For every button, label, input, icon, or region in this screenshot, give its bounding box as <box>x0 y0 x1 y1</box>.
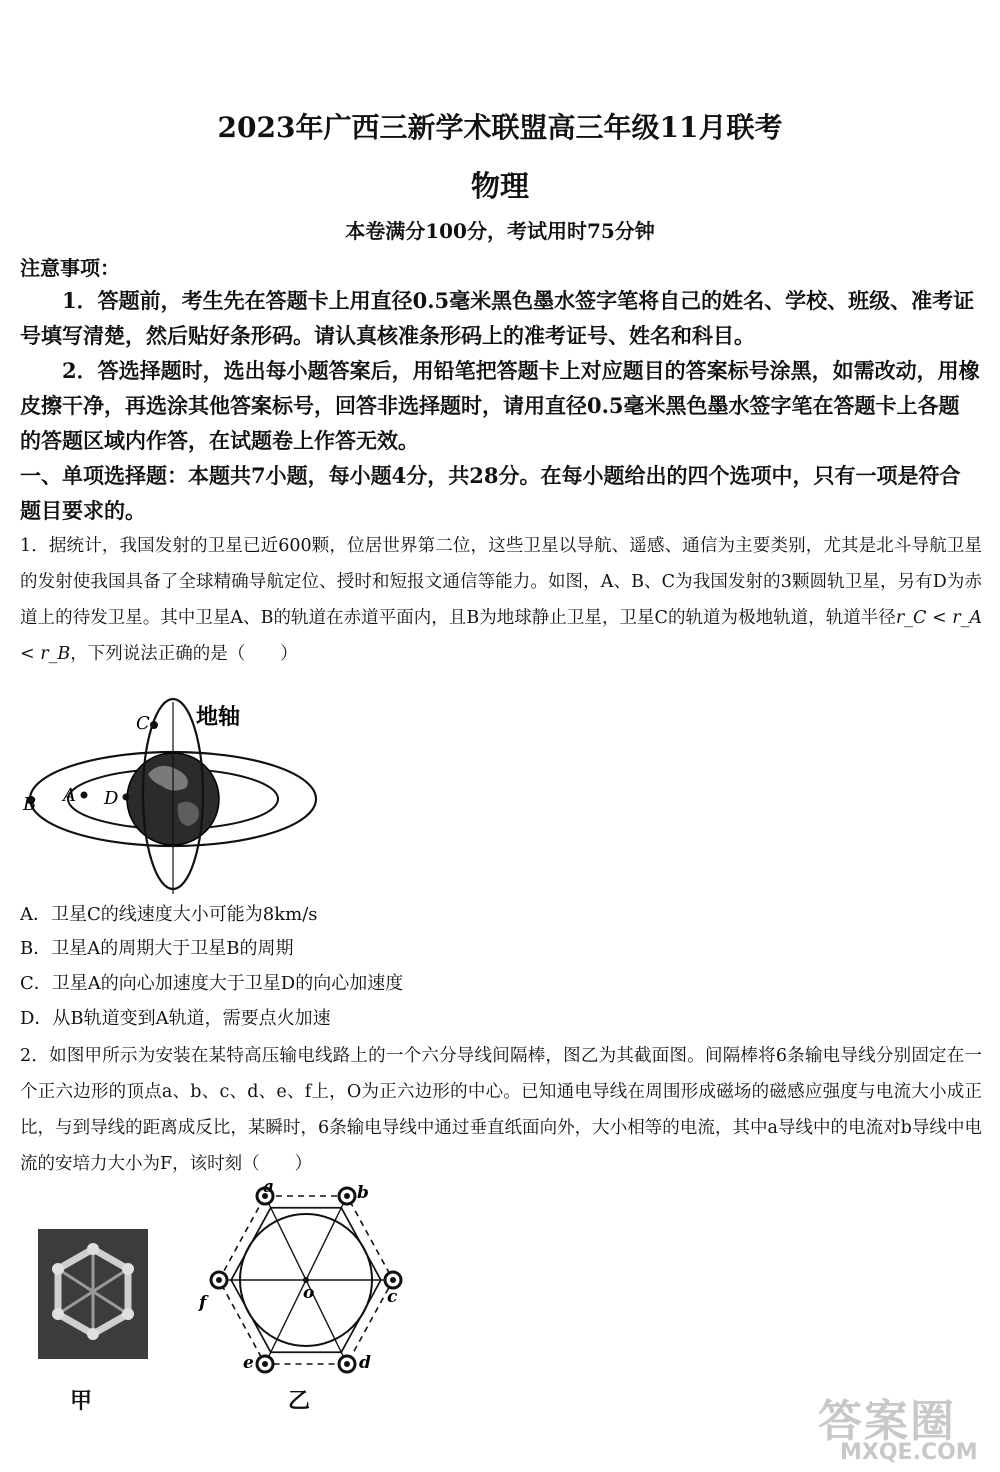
q1-option-d: D．从B轨道变到A轨道，需要点火加速 <box>20 1008 331 1029</box>
vertex-e: e <box>243 1353 254 1373</box>
label-D: D <box>104 788 119 809</box>
satellite-orbit-figure <box>18 694 318 899</box>
spacer-cross-section <box>185 1176 415 1376</box>
exam-info: 本卷满分100分，考试用时75分钟 <box>345 219 655 243</box>
q1-option-c: C．卫星A的向心加速度大于卫星D的向心加速度 <box>20 973 404 994</box>
note-item-1: 1．答题前，考生先在答题卡上用直径0.5毫米黑色墨水签字笔将自己的姓名、学校、班级、准考证号填写清楚，然后贴好条形码。请认真核准条形码上的准考证号、姓名和科目。 <box>20 288 975 348</box>
vertex-d: d <box>359 1353 371 1373</box>
vertex-a: a <box>263 1177 275 1197</box>
exam-title: 2023年广西三新学术联盟高三年级11月联考 <box>217 111 783 144</box>
center-o: o <box>303 1283 315 1303</box>
spacer-photo <box>38 1229 148 1359</box>
notes-heading: 注意事项： <box>20 256 120 280</box>
subject-title: 物理 <box>470 169 529 203</box>
figure-jia-label: 甲 <box>70 1388 93 1414</box>
question-1-stem: 1．据统计，我国发射的卫星已近600颗，位居世界第二位，这些卫星以导航、遥感、通信为主要类别，尤其是北斗导航卫星的发射使我国具备了全球精确导航定位、授时和短报文通信等能力。如图，A、B、C为我国发射的3颗圆轨卫星，另有D为赤道上的待发卫星。其中卫星A、B的轨道在赤道平面内，且B为地球静止卫星，卫星C的轨道为极地轨道，轨道半径r_C < r_A < r_B，下列说法正确的是（ ） <box>20 536 982 664</box>
note-item-2: 2．答选择题时，选出每小题答案后，用铅笔把答题卡上对应题目的答案标号涂黑，如需改动，用橡皮擦干净，再选涂其他答案标号，回答非选择题时，请用直径0.5毫米黑色墨水签字笔在答题卡上各题的答题区域内作答，在试题卷上作答无效。 <box>20 358 980 453</box>
q1-option-b: B．卫星A的周期大于卫星B的周期 <box>20 938 294 959</box>
watermark-logo: 答案圈 <box>818 1396 956 1447</box>
label-A: A <box>63 785 76 806</box>
question-2-stem: 2．如图甲所示为安装在某特高压输电线路上的一个六分导线间隔棒，图乙为其截面图。间隔棒将6条输电导线分别固定在一个正六边形的顶点a、b、c、d、e、f上，O为正六边形的中心。已知通电导线在周围形成磁场的磁感应强度与电流大小成正比，与到导线的距离成反比，某瞬时，6条输电导线中通过垂直纸面向外，大小相等的电流，其中a导线中的电流对b导线中电流的安培力大小为F，该时刻（ ） <box>20 1046 982 1174</box>
earth-axis-label: 地轴 <box>196 704 241 730</box>
radius-relation: r_C < r_A < r_B <box>20 608 982 664</box>
q1-option-a: A．卫星C的线速度大小可能为8km/s <box>20 904 318 925</box>
label-B: B <box>23 794 37 815</box>
watermark-url: MXQE.COM <box>840 1440 978 1465</box>
label-C: C <box>136 713 150 734</box>
vertex-f: f <box>199 1293 207 1313</box>
vertex-b: b <box>357 1183 369 1203</box>
vertex-c: c <box>387 1287 398 1307</box>
section-heading: 一、单项选择题：本题共7小题，每小题4分，共28分。在每小题给出的四个选项中，只有一项是符合题目要求的。 <box>20 463 961 523</box>
figure-yi-label: 乙 <box>288 1388 311 1414</box>
